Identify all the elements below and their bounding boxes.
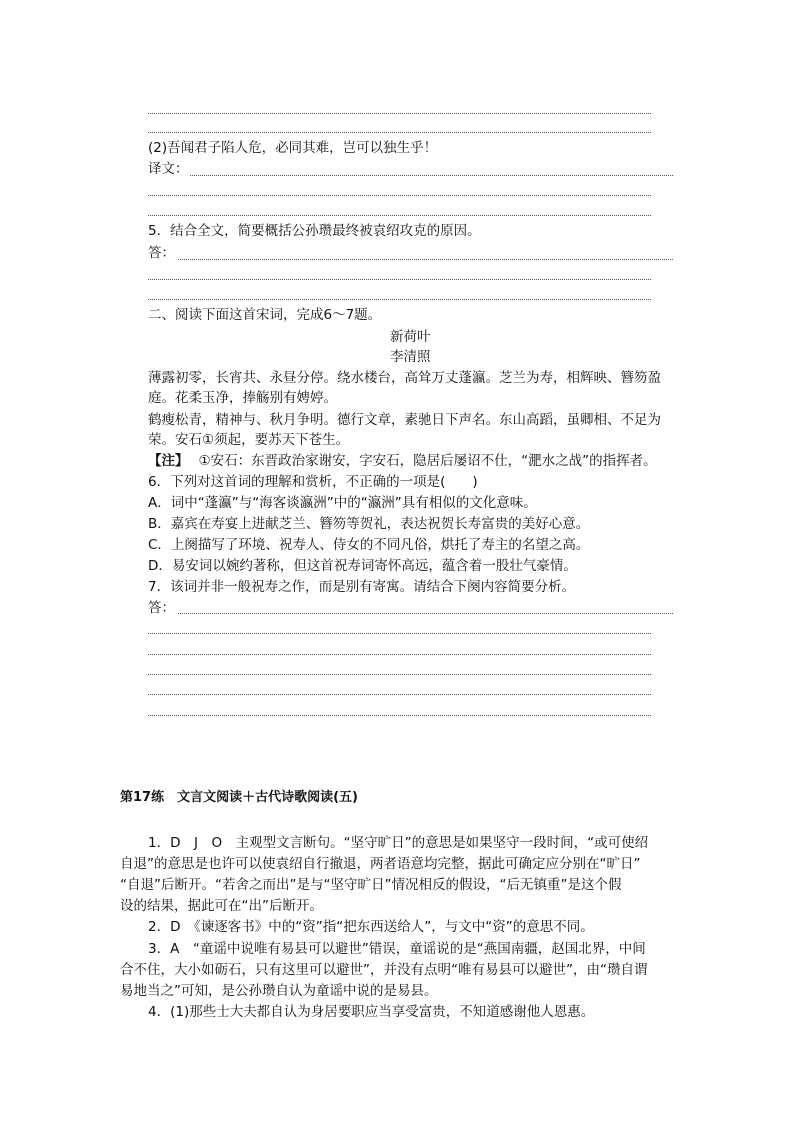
answer-3-line: 3．A “童谣中说唯有易县可以避世”错误，童谣说的是“燕国南疆，赵国北界，中间 xyxy=(148,941,646,957)
part-2-intro: 二、阅读下面这首宋词，完成6～7题。 xyxy=(148,307,382,323)
poem-title: 新荷叶 xyxy=(390,329,431,345)
answer-line xyxy=(148,633,651,634)
answer-line xyxy=(148,113,651,114)
answer-1-line: “自退”后断开。“若舍之而出”是与“坚守旷日”情况相反的假设，“后无镇重”是这个假 xyxy=(120,877,622,893)
answer-line xyxy=(148,279,651,280)
poem-line: 庭。花柔玉净，捧觞别有娉婷。 xyxy=(148,390,337,406)
question-7: 7．该词并非一般祝寿之作，而是别有寄寓。请结合下阕内容简要分析。 xyxy=(148,579,576,595)
answer-line xyxy=(178,259,673,260)
answer-label: 答： xyxy=(148,600,175,616)
answer-line xyxy=(148,132,651,133)
answer-line xyxy=(148,654,651,655)
answer-2: 2．D 《谏逐客书》中的“资”指“把东西送给人”，与文中“资”的意思不同。 xyxy=(148,919,594,935)
answer-3-line: 合不住，大小如砺石，只有这里可以避世”，并没有点明“唯有易县可以避世”，由“瓒自谓 xyxy=(120,962,648,978)
answer-line xyxy=(178,613,673,614)
note-label: 【注】 xyxy=(148,453,189,469)
option-b: B．嘉宾在寿宴上进献芝兰、簪笏等贺礼，表达祝贺长寿富贵的美好心意。 xyxy=(148,516,590,532)
question-4-2: (2)吾闻君子陷人危，必同其难，岂可以独生乎！ xyxy=(148,140,438,156)
answer-line xyxy=(190,175,673,176)
answer-line xyxy=(148,215,651,216)
answer-label: 答： xyxy=(148,245,175,261)
option-a: A．词中“蓬瀛”与“海客谈瀛洲”中的“瀛洲”具有相似的文化意味。 xyxy=(148,495,537,511)
translation-label: 译文： xyxy=(148,161,189,177)
option-d: D．易安词以婉约著称，但这首祝寿词寄怀高远，蕴含着一股壮气豪情。 xyxy=(148,558,577,574)
option-c: C．上阕描写了环境、祝寿人、侍女的不同凡俗，烘托了寿主的名望之高。 xyxy=(148,537,590,553)
answer-line xyxy=(148,715,651,716)
answer-1-line: 1．D J O 主观型文言断句。“坚守旷日”的意思是如果坚守一段时间，“或可使绍 xyxy=(148,835,649,851)
answer-1-line: 设的结果，据此可在“出”后断开。 xyxy=(120,898,323,914)
answer-line xyxy=(148,694,651,695)
poem-author: 李清照 xyxy=(390,349,431,365)
poem-line: 鹤瘦松青，精神与、秋月争明。德行文章，素驰日下声名。东山高蹈，虽卿相、不足为 xyxy=(148,412,661,428)
question-6-stem: 6．下列对这首词的理解和赏析，不正确的一项是( ) xyxy=(148,474,478,490)
answer-3-line: 易地当之”可知，是公孙瓒自认为童谣中说的是易县。 xyxy=(120,983,438,999)
answer-line xyxy=(148,195,651,196)
answer-4: 4．(1)那些士大夫都自认为身居要职应当享受富贵，不知道感谢他人恩惠。 xyxy=(148,1004,595,1020)
poem-line: 荣。安石①须起，要苏天下苍生。 xyxy=(148,432,350,448)
question-5: 5．结合全文，简要概括公孙瓒最终被袁绍攻克的原因。 xyxy=(148,223,481,239)
answer-line xyxy=(148,674,651,675)
answer-line xyxy=(148,299,651,300)
poem-line: 薄露初零，长宵共、永昼分停。绕水楼台，高耸万丈蓬瀛。芝兰为寿，相辉映、簪笏盈 xyxy=(148,370,661,386)
note xyxy=(148,452,657,470)
section-title: 第17练 文言文阅读＋古代诗歌阅读(五) xyxy=(120,790,358,805)
answer-1-line: 自退”的意思是也许可以使袁绍自行撤退，两者语意均完整，据此可确定应分别在“旷日” xyxy=(120,856,641,872)
note-text: ①安石：东晋政治家谢安，字安石，隐居后屡诏不仕，“淝水之战”的指挥者。 xyxy=(198,453,657,469)
